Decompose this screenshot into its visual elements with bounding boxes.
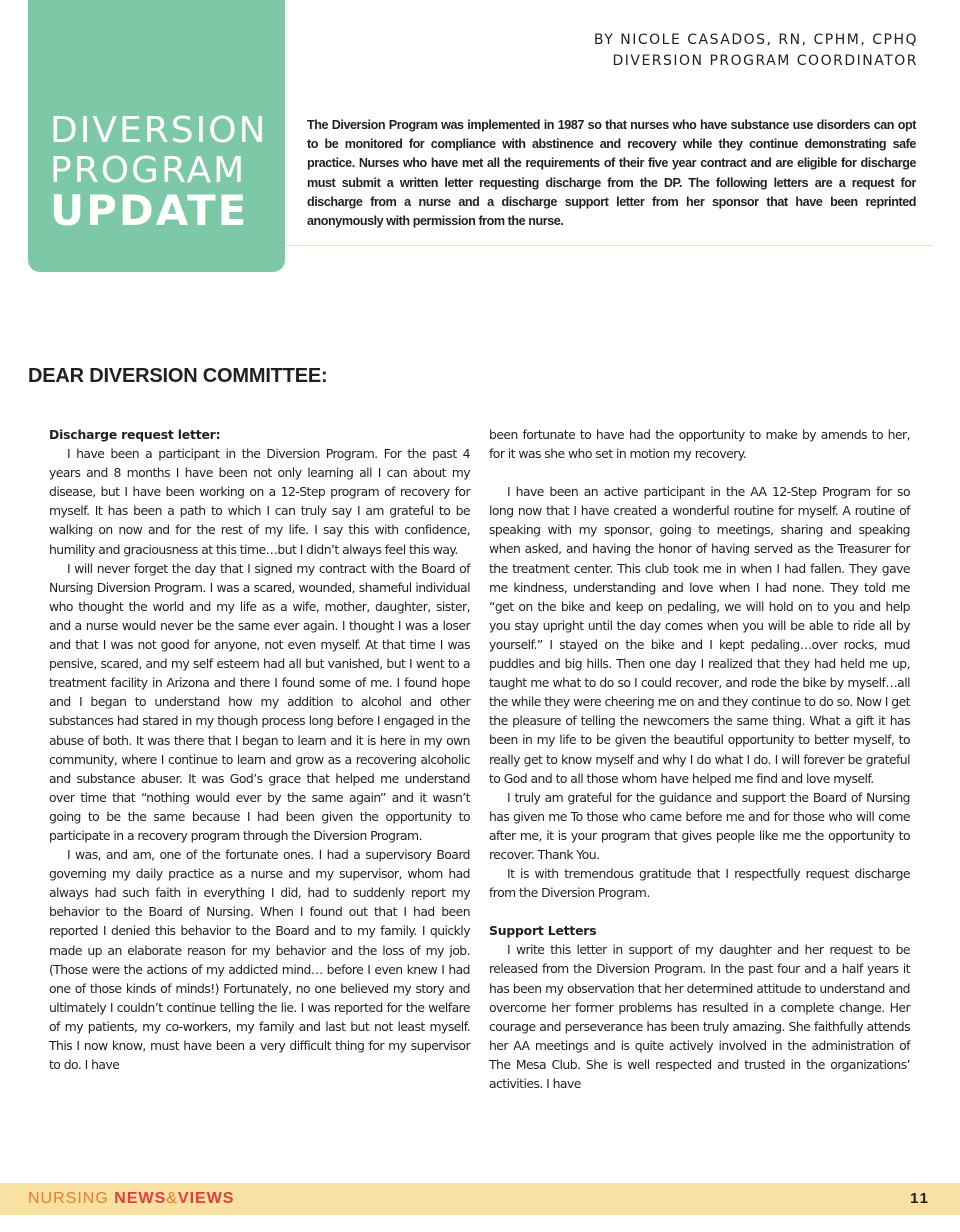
byline xyxy=(594,30,918,72)
publication-name-amp: & xyxy=(166,1190,178,1207)
publication-name-nursing: NURSING xyxy=(28,1190,115,1207)
right-paragraph-5: I write this letter in support of my daughter and her request to be released from the Diversion Program. In the past four and a half years it has been my observation that her determined attitude to understand and overcome her former problems has resulted in a complete change. Her courage and perseverance has been truly amazing. She faithfully attends her AA meetings and is quite actively involved in the administration of The Mesa Club. She is well respected and trusted in the organizations’ activities. I have xyxy=(489,942,910,1091)
right-paragraph-1: been fortunate to have had the opportunity to make by amends to her, for it was she who set in motion my recovery. xyxy=(489,427,910,462)
title-line-program: PROGRAM xyxy=(50,150,247,191)
title-line-update: UPDATE xyxy=(50,186,249,235)
title-block xyxy=(28,0,285,272)
right-paragraph-4: It is with tremendous gratitude that I respectfully request discharge from the Diversion Program. xyxy=(489,866,910,901)
publication-name-views: VIEWS xyxy=(177,1190,235,1207)
left-paragraph-2: I will never forget the day that I signed my contract with the Board of Nursing Diversion Program. I was a scared, wounded, shameful individual who thought the world and my life as a wife, mother, daughter, sister, and a nurse would never be the same ever again. I thought I was a loser and that I was not good for anyone, not even myself. At that time I was pensive, scared, and my self esteem had all but vanished, but I went to a treatment facility in Arizona and there I found some of me. I found hope and I began to understand how my addition to alcohol and other substances had stared in my though process long before I engaged in the abuse of both. It was there that I began to learn and it is here in my own community, where I continue to learn and grow as a recovering alcoholic and substance abuser. It was God’s grace that helped me understand over time that “nothing would ever by the same again” and it wasn’t going to be the same because I had been given the opportunity to participate in a recovery program through the Diversion Program. xyxy=(49,560,470,843)
paragraph-spacer xyxy=(489,902,910,921)
paragraph-spacer xyxy=(489,463,910,482)
title-line-diversion: DIVERSION xyxy=(50,110,268,151)
intro-paragraph: The Diversion Program was implemented in 1987 so that nurses who have substance use disorders can opt to be monitored for compliance with abstinence and recovery while they continue demonstrating safe practice. Nurses who have met all the requirements of their five year contract and are eligible for discharge must submit a written letter requesting discharge from the DP. The following letters are a request for discharge from a nurse and a discharge support letter from her sponsor that have been reprinted anonymously with permission from the nurse. xyxy=(307,118,916,229)
left-paragraph-1: I have been a participant in the Diversion Program. For the past 4 years and 8 months I have been not only learning all I can about my disease, but I have been working on a 12-Step program of recovery for myself. It has been a path to which I can truly say I am grateful to be walking on now and for the rest of my life. I say this with confidence, humility and graciousness at this time…but I didn’t always feel this way. xyxy=(49,446,470,557)
byline-by: BY xyxy=(593,32,615,48)
byline-role: DIVERSION PROGRAM COORDINATOR xyxy=(612,53,918,69)
publication-name-news: NEWS xyxy=(114,1190,167,1207)
footer-band xyxy=(0,1183,960,1215)
left-paragraph-3: I was, and am, one of the fortunate ones. I had a supervisory Board governing my daily practice as a nurse and my supervisor, whom had always had such faith in everything I did, had to suddenly report my behavior to the Board of Nursing. When I found out that I had been reported I denied this behavior to the Board and to my family. I quickly made up an elaborate reason for my behavior and the loss of my job. (Those were the actions of my addicted mind… before I even knew I had one of those kinds of minds!) Fortunately, no one believed my story and ultimately I couldn’t continue telling the lie. I was reported for the welfare of my patients, my co-workers, my family and last but not least myself. This I now know, must have been a very difficult thing for my supervisor to do. I have xyxy=(49,847,470,1073)
left-column xyxy=(49,425,470,1074)
support-letters-subheading: Support Letters xyxy=(489,923,597,939)
intro-divider xyxy=(286,245,932,246)
publication-name xyxy=(28,1190,234,1208)
byline-name: NICOLE CASADOS, RN, CPHM, CPHQ xyxy=(620,32,918,48)
byline-name-line xyxy=(594,30,918,51)
page-number: 11 xyxy=(910,1190,930,1207)
right-paragraph-3: I truly am grateful for the guidance and support the Board of Nursing has given me To those who came before me and for those who will come after me, it is your program that gives people like me the opportunity to recover. Thank You. xyxy=(489,789,910,862)
right-paragraph-2: I have been an active participant in the AA 12-Step Program for so long now that I have created a wonderful routine for myself. A routine of speaking with my sponsor, going to meetings, sharing and speaking when asked, and having the honor of having served as the Treasurer for the treatment center. This club took me in when I had fallen. They gave me kindness, understanding and love when I had none. They told me “get on the bike and keep on pedaling, we will hold on to you and help you stay upright until the day comes when you will be able to ride all by yourself.” I stayed on the bike and I kept pedaling…over rocks, mud puddles and big hills. Then one day I realized that they had held me up, taught me what to do so I could recover, and rode the bike by myself…all the while they were cheering me on and they continue to do so. Now I get the pleasure of telling the newcomers the same thing. What a gift it has been in my life to be given the beautiful opportunity to better myself, to really get to know myself and why I do what I do. I will forever be grateful to God and to all those whom have helped me find and love myself. xyxy=(489,484,910,786)
right-column xyxy=(489,425,910,1093)
discharge-request-subheading: Discharge request letter: xyxy=(49,427,221,442)
letter-heading: DEAR DIVERSION COMMITTEE: xyxy=(28,365,328,387)
